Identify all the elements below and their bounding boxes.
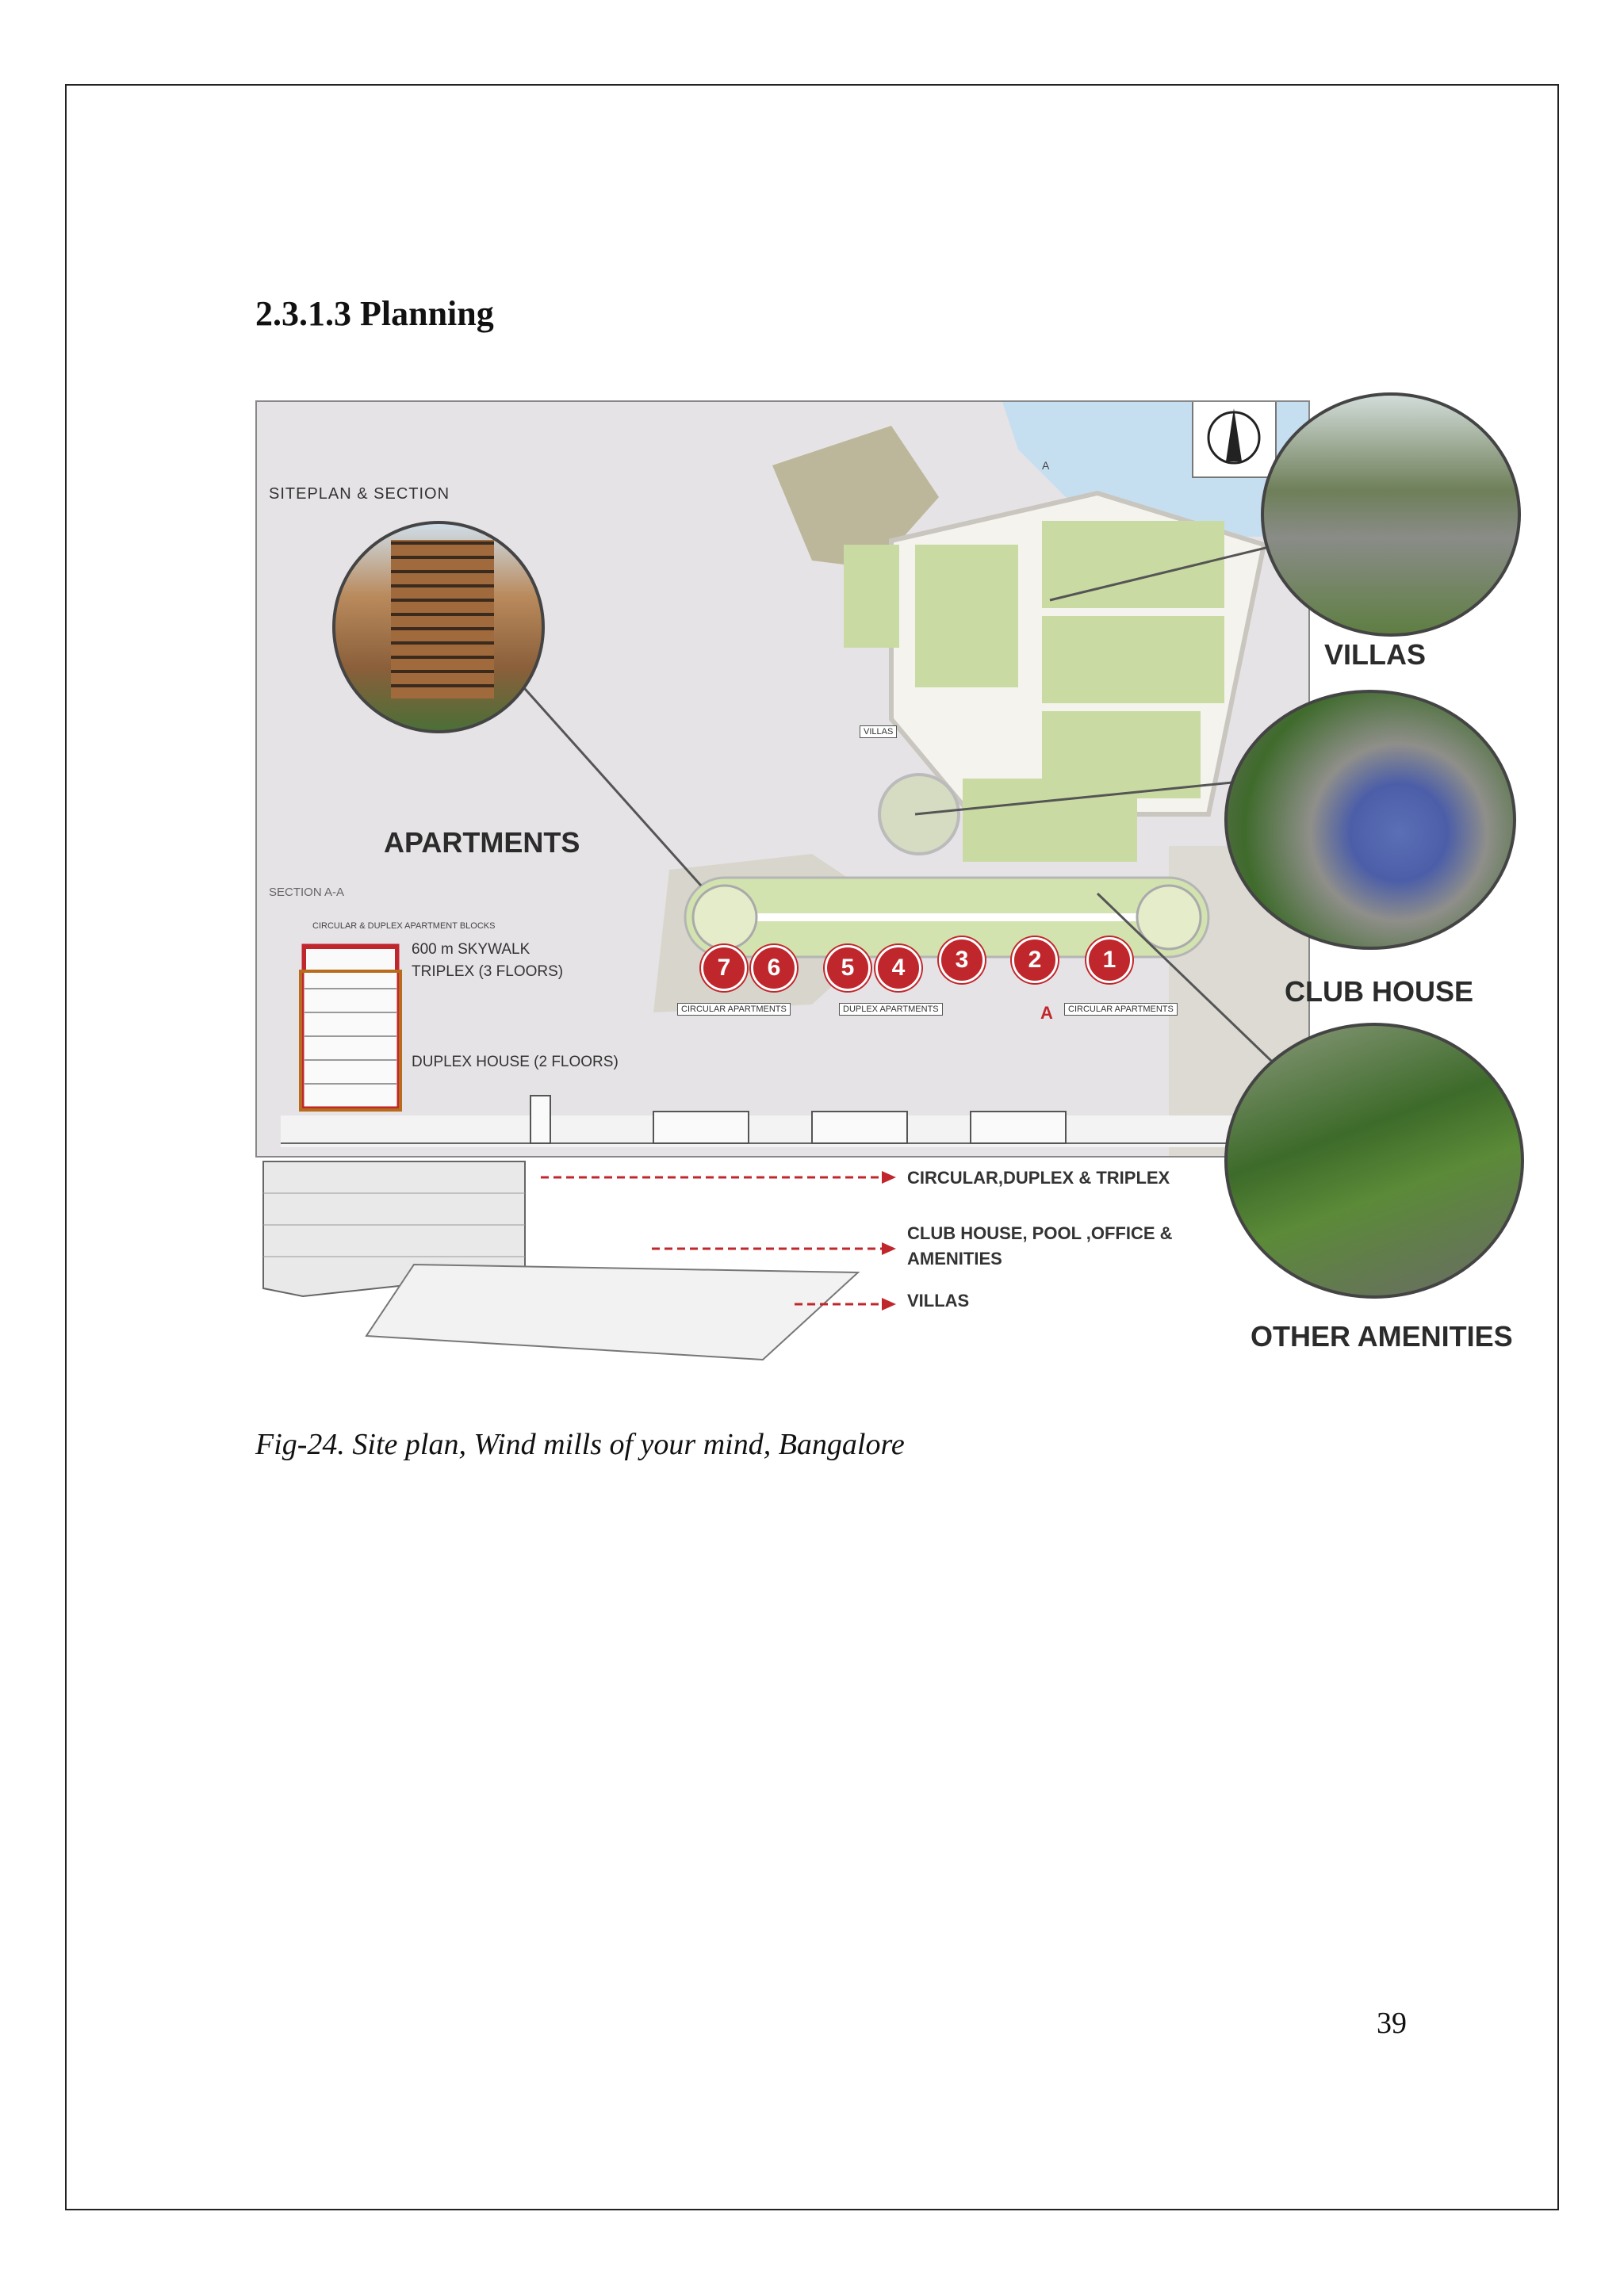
marker-1: 1 — [1086, 937, 1132, 983]
apartments-photo — [332, 521, 545, 733]
figure-caption: Fig-24. Site plan, Wind mills of your mind, Bangalore — [255, 1428, 905, 1461]
duplex-apartments-tag: DUPLEX APARTMENTS — [839, 1003, 943, 1016]
legend-item-1: CIRCULAR,DUPLEX & TRIPLEX — [907, 1168, 1170, 1188]
villas-label: VILLAS — [1324, 638, 1427, 671]
axonometric-sketch — [255, 1154, 937, 1368]
triplex-label: TRIPLEX (3 FLOORS) — [412, 963, 564, 980]
villas-tag: VILLAS — [860, 725, 897, 738]
clubhouse-photo — [1224, 690, 1516, 950]
other-amenities-photo — [1224, 1023, 1524, 1299]
marker-2: 2 — [1012, 937, 1058, 983]
greenspace — [963, 779, 1137, 862]
marker-7: 7 — [701, 945, 747, 991]
villa-cluster — [844, 493, 1264, 814]
section-heading: 2.3.1.3 Planning — [255, 294, 494, 333]
skywalk-label: 600 m SKYWALK — [412, 941, 530, 958]
legend-item-3: VILLAS — [907, 1291, 970, 1311]
legend-item-2-line2: AMENITIES — [907, 1249, 1002, 1269]
site-plan-drawing — [257, 402, 1310, 1158]
villas-photo — [1261, 392, 1521, 637]
marker-3: 3 — [939, 937, 985, 983]
marker-5: 5 — [825, 945, 871, 991]
section-marker: A — [1040, 1003, 1053, 1023]
section-label: SECTION A-A — [269, 886, 345, 899]
clubhouse-label: CLUB HOUSE — [1285, 975, 1474, 1008]
site-plan-figure — [255, 400, 1524, 1368]
circular-apartments-tag-2: CIRCULAR APARTMENTS — [1064, 1003, 1178, 1016]
block-title: CIRCULAR & DUPLEX APARTMENT BLOCKS — [312, 921, 496, 931]
page-number: 39 — [1377, 2007, 1407, 2040]
other-amenities-label: OTHER AMENITIES — [1251, 1320, 1513, 1353]
marker-6: 6 — [751, 945, 797, 991]
marker-4: 4 — [875, 945, 921, 991]
circular-apartments-tag: CIRCULAR APARTMENTS — [677, 1003, 791, 1016]
site-plan-map — [255, 400, 1310, 1158]
section-marker-top: A — [1042, 459, 1050, 472]
apartments-label: APARTMENTS — [384, 826, 580, 859]
duplex-label: DUPLEX HOUSE (2 FLOORS) — [412, 1054, 619, 1070]
legend-item-2-line1: CLUB HOUSE, POOL ,OFFICE & — [907, 1223, 1173, 1243]
siteplan-title: SITEPLAN & SECTION — [269, 485, 450, 503]
